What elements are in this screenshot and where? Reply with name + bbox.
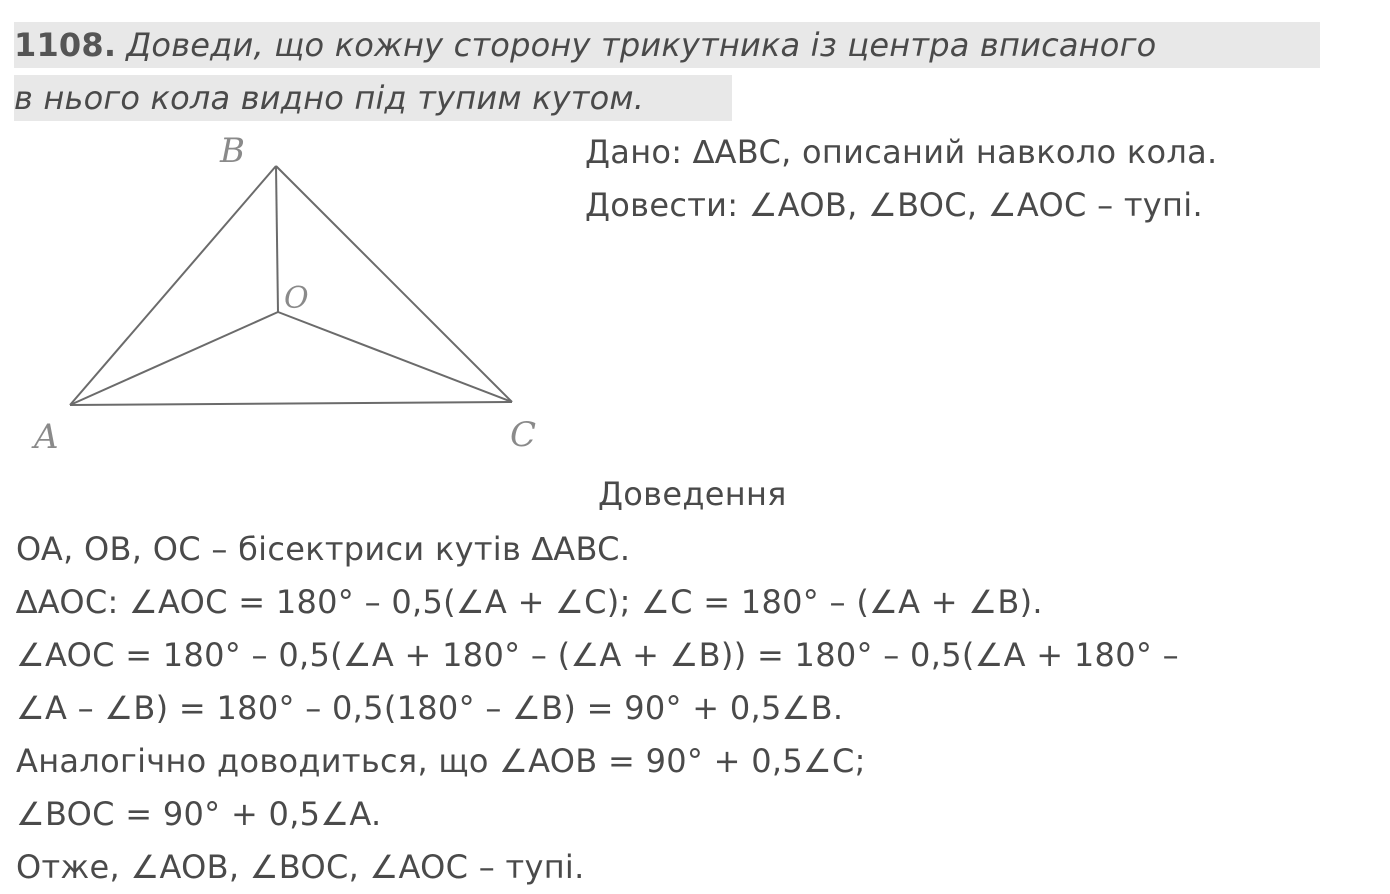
problem-statement-line-2 [14,75,732,121]
proof-line: ∠A – ∠B) = 180° – 0,5(180° – ∠B) = 90° + 0,5∠B. [16,689,844,727]
side-bc [276,166,512,402]
label-c: C [510,415,537,455]
segment-oa [70,312,278,405]
given-data: Дано: ∆ABC, описаний навколо кола. [585,133,1218,171]
segment-ob [276,166,278,312]
proof-line: ∠AOC = 180° – 0,5(∠A + 180° – (∠A + ∠B)) = 180° – 0,5(∠A + 180° – [16,636,1179,674]
proof-line: ∠BOC = 90° + 0,5∠A. [16,795,382,833]
prove-statement: Довести: ∠AOB, ∠BOC, ∠AOC – тупі. [585,186,1203,224]
triangle-figure [30,130,550,460]
proof-line: Аналогічно доводиться, що ∠AOB = 90° + 0,5∠C; [16,742,866,780]
proof-line: Отже, ∠AOB, ∠BOC, ∠AOC – тупі. [16,848,585,886]
problem-text-line-1: Доведи, що кожну сторону трикутника із центра вписаного [126,26,1157,64]
problem-number: 1108. [14,26,117,64]
label-b: B [220,131,245,171]
proof-line: OA, OB, OC – бісектриси кутів ∆ABC. [16,530,631,568]
proof-line: ∆AOC: ∠AOC = 180° – 0,5(∠A + ∠C); ∠C = 180° – (∠A + ∠B). [16,583,1043,621]
label-a: A [34,417,59,457]
proof-heading: Доведення [598,475,787,513]
problem-text-line-2: в нього кола видно під тупим кутом. [14,79,645,117]
side-ac [70,402,512,405]
label-o: O [284,281,309,316]
side-ab [70,166,276,405]
problem-statement-line-1 [14,22,1320,68]
segment-oc [278,312,512,402]
